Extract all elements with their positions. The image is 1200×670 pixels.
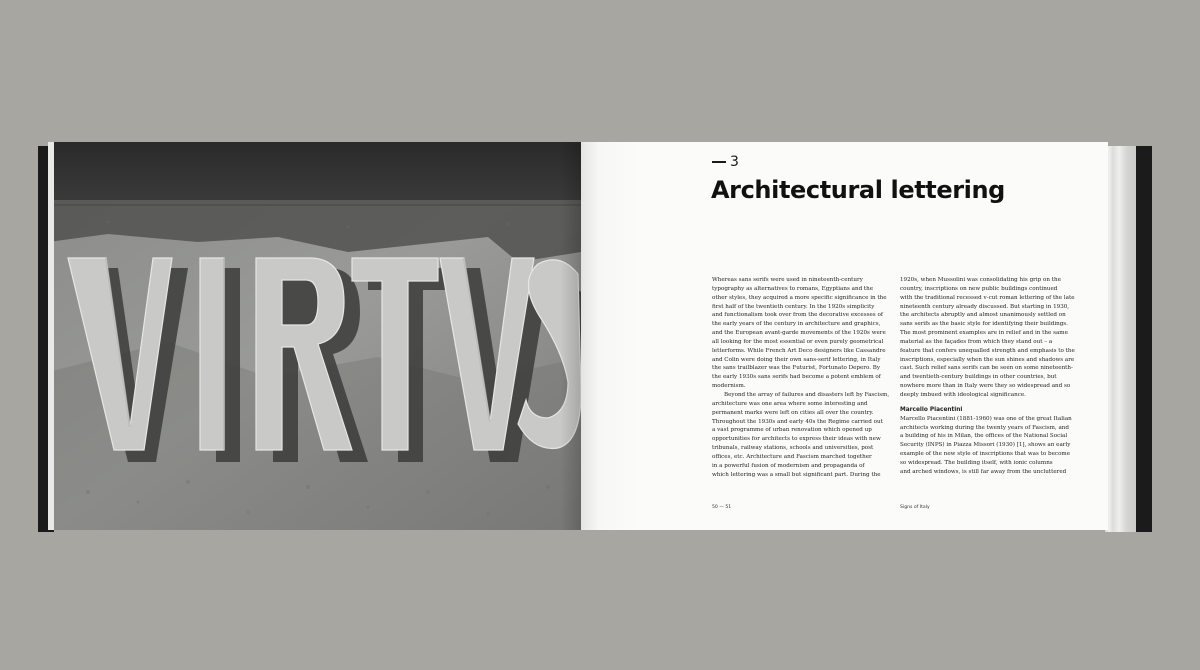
text-line: material as the façades from which they stand out – a [900,338,1053,345]
text-line: and functionalism took over from the decorative excesses of [712,312,883,319]
text-line: other styles, they acquired a more specific significance in the [712,294,887,301]
text-line: country, inscriptions on new public buildings continued [900,285,1058,292]
text-line: opportunities for architects to express their ideas with new [712,436,881,443]
photo-page [48,142,581,530]
text-line: first half of the twentieth century. In the 1920s simplicity [712,303,875,310]
text-line: a building of his in Milan, the offices of the National Social [900,433,1068,440]
text-line: the sans trailblazer was the Futurist, Fortunato Depero. By [712,365,881,372]
text-line: architects working during the twenty years of Fascism, and [900,424,1069,431]
text-line: and arched windows, is still far away from the uncluttered [900,468,1067,475]
text-line: a vast programme of urban renovation which opened up [712,427,872,434]
text-column-2 [900,276,1088,477]
chapter-number: 3 [730,154,739,170]
text-line: the early years of the century in architecture and graphics, [712,321,881,328]
text-line: Throughout the 1930s and early 40s the Regime carried out [712,418,883,425]
text-line: offices, etc. Architecture and Fascism marched together [712,453,872,460]
text-line: The most prominent examples are in relief and in the same [900,330,1068,337]
text-line: and twentieth-century buildings in other countries, but [900,374,1057,381]
text-line: and Colin were doing their own sans-serif lettering, in Italy [712,356,881,363]
page-edges [1105,146,1139,532]
running-footer: Signs of Italy [900,505,930,510]
text-line: which lettering was a small but significant part. During the [712,471,881,478]
section-subhead: Marcello Piacentini [900,406,963,413]
text-line: 1920s, when Mussolini was consolidating his grip on the [900,277,1061,283]
text-line: all looking for the most essential or even purely geometrical [712,338,884,345]
text-line: nowhere more than in Italy were they so widespread and so [900,383,1071,390]
text-line: in a powerful fusion of modernism and propaganda of [712,462,865,469]
text-column-1 [712,276,900,479]
text-line: example of the new style of inscriptions that was to become [900,451,1071,458]
text-line: Whereas sans serifs were used in nineteenth-century [712,277,863,283]
text-line: sans serifs as the basic style for identifying their buildings. [900,321,1068,328]
chapter-marker [712,154,739,170]
text-line: typography as alternatives to romans, Egyptians and the [712,285,874,292]
text-line: permanent marks were left on cities all over the country. [712,409,874,416]
text-line: feature that confers unequalled strength and emphasis to the [900,347,1075,354]
page-numbers: 50 — 51 [712,505,732,510]
text-line: the architects abruptly and almost unanimously settled on [900,312,1066,319]
chapter-rule [712,161,726,163]
book-cover-right-edge [1136,146,1152,532]
chapter-title: Architectural lettering [711,176,1005,204]
text-line: letterforms. While French Art Deco designers like Cassandre [712,347,886,354]
text-line: modernism. [712,383,746,390]
text-line: deeply imbued with ideological significance. [900,391,1026,398]
stone-lettering-photo [48,142,581,530]
text-line: and the European avant-garde movements of the 1920s were [712,330,886,337]
text-line: inscriptions, especially when the sun shines and shadows are [900,356,1075,363]
text-line: so widespread. The building itself, with ionic columns [900,459,1053,466]
text-line: with the traditional recessed v-cut roman lettering of the late [900,294,1075,301]
text-line: tribunals, railway stations, schools and universities, post [712,445,874,452]
text-line: Security (INPS) in Piazza Missori (1930) [1], shows an early [900,442,1071,449]
text-line: Beyond the array of failures and disasters left by Fascism, [724,391,890,398]
text-line: the early 1930s sans serifs had become a potent emblem of [712,374,881,381]
text-line: cast. Such relief sans serifs can be seen on some nineteenth- [900,365,1073,372]
text-line: nineteenth century already discussed. But starting in 1930, [900,303,1070,310]
text-line: architecture was one area where some interesting and [712,400,868,407]
text-line: Marcello Piacentini (1881-1960) was one of the great Italian [900,415,1072,422]
